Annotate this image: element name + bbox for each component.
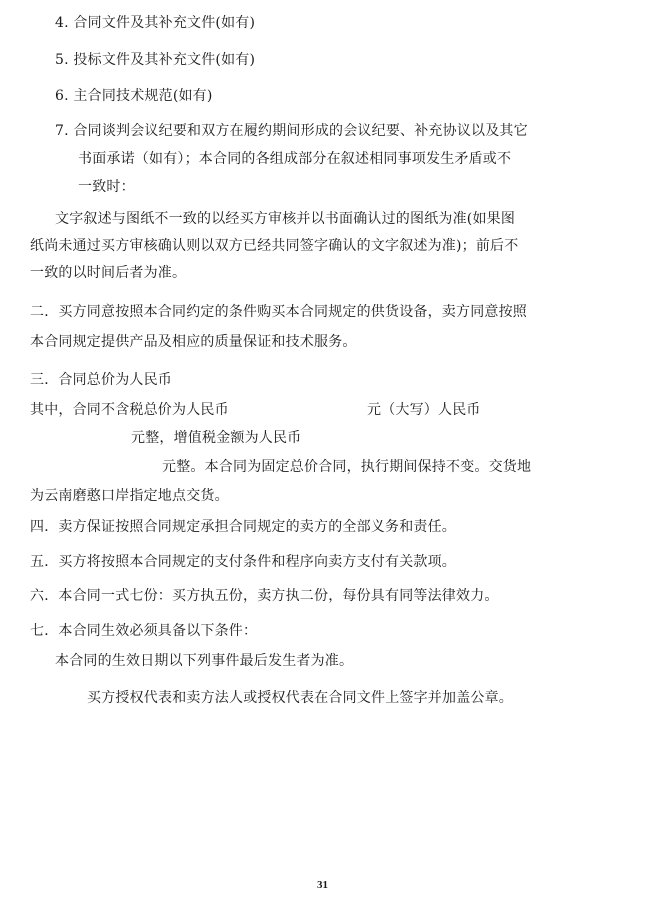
list-item-number: 7. — [55, 123, 69, 139]
conflict-para-line-2: 纸尚未通过买方审核确认则以双方已经共同签字确认的文字叙述为准)；前后不 — [30, 238, 519, 254]
clause-7-line-2: 本合同的生效日期以下列事件最后发生者为准。 — [55, 653, 354, 669]
clause-6: 六．本合同一式七份：买方执五份，卖方执二份，每份具有同等法律效力。 — [30, 588, 499, 604]
list-item-7-line-2: 书面承诺（如有）；本合同的各组成部分在叙述相同事项发生矛盾或不 — [78, 151, 512, 167]
clause-5: 五．买方将按照本合同规定的支付条件和程序向卖方支付有关款项。 — [30, 554, 456, 570]
clause-3-line-1: 三．合同总价为人民币 — [30, 372, 172, 388]
list-item-6 — [55, 86, 213, 106]
list-item-number: 4. — [55, 15, 69, 31]
list-item-number: 6. — [55, 88, 69, 104]
list-item-7-line-3: 一致时： — [78, 179, 135, 195]
list-item-number: 5. — [55, 52, 69, 68]
list-item-5 — [55, 50, 255, 70]
clause-3-line-4a: 元整。本合同为固定总价合同，执行期间保持不变。交货地 — [162, 459, 532, 475]
clause-3-line-2a: 其中，合同不含税总价为人民币 — [30, 402, 229, 418]
list-item-4 — [55, 13, 255, 33]
clause-4: 四．卖方保证按照合同规定承担合同规定的卖方的全部义务和责任。 — [30, 519, 456, 535]
list-item-text: 合同文件及其补充文件(如有) — [73, 15, 256, 31]
clause-3-line-5: 为云南磨憨口岸指定地点交货。 — [30, 488, 229, 504]
list-item-text: 投标文件及其补充文件(如有) — [73, 52, 256, 68]
clause-7-line-3: 买方授权代表和卖方法人或授权代表在合同文件上签字并加盖公章。 — [87, 690, 513, 706]
list-item-text: 主合同技术规范(如有) — [73, 88, 213, 104]
conflict-para-line-1: 文字叙述与图纸不一致的以经买方审核并以书面确认过的图纸为准(如果图 — [55, 211, 516, 227]
conflict-para-line-3: 一致的以时间后者为准。 — [30, 265, 187, 281]
clause-3-line-2b: 元（大写）人民币 — [367, 402, 481, 418]
clause-7-line-1: 七．本合同生效必须具备以下条件： — [30, 623, 258, 639]
clause-2-line-1: 二．买方同意按照本合同约定的条件购买本合同规定的供货设备，卖方同意按照 — [30, 304, 527, 320]
clause-3-line-3a: 元整，增值税金额为人民币 — [131, 430, 302, 446]
list-item-text: 合同谈判会议纪要和双方在履约期间形成的会议纪要、补充协议以及其它 — [73, 123, 528, 139]
clause-2-line-2: 本合同规定提供产品及相应的质量保证和技术服务。 — [30, 334, 357, 350]
page-number: 31 — [317, 879, 328, 891]
list-item-7-line-1 — [55, 121, 528, 141]
